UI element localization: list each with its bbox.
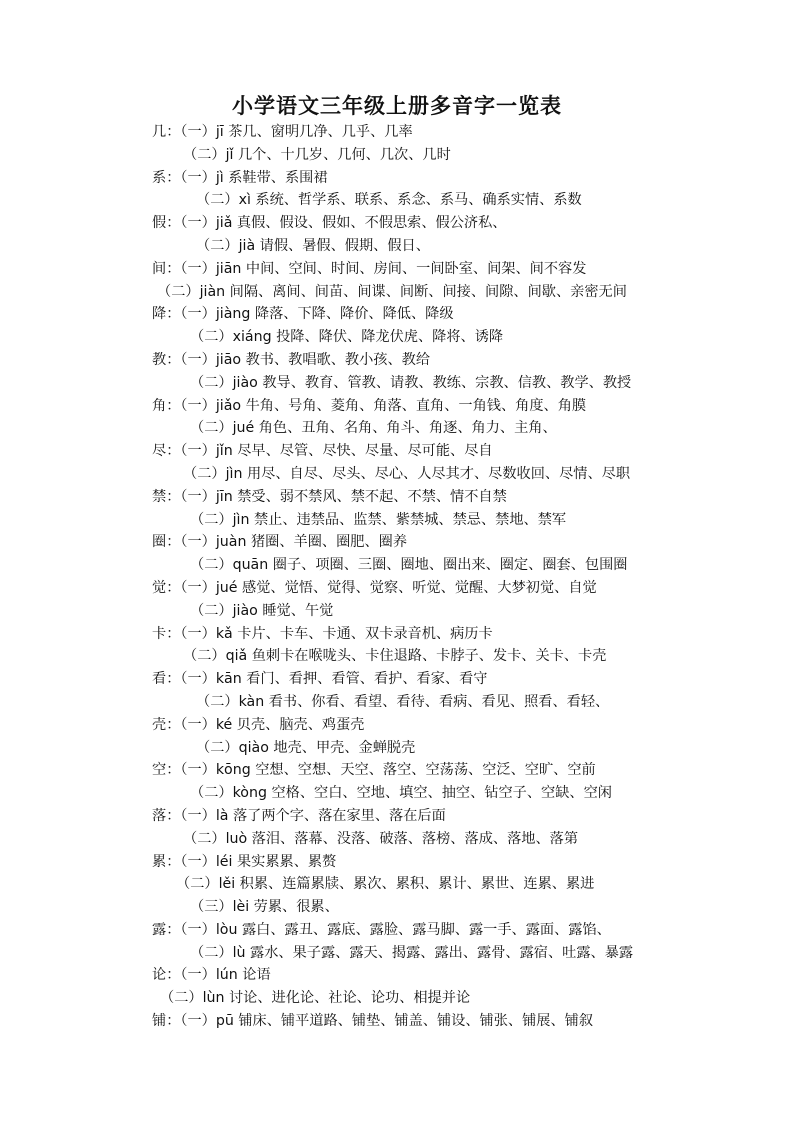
entry-line: （二）jǐ 几个、十几岁、几何、几次、几时 bbox=[183, 146, 451, 163]
entry-line: 尽：（一）jǐn 尽早、尽管、尽快、尽量、尽可能、尽自 bbox=[152, 443, 493, 460]
entry-line: （二）jià 请假、暑假、假期、假日、 bbox=[196, 237, 430, 254]
entry-line: （二）quān 圈子、项圈、三圈、圈地、圈出来、圈定、圈套、包围圈 bbox=[190, 557, 628, 574]
entry-line: 露：（一）lòu 露白、露丑、露底、露脸、露马脚、露一手、露面、露馅、 bbox=[152, 921, 611, 938]
entry-line: （二）luò 落泪、落幕、没落、破落、落榜、落成、落地、落第 bbox=[183, 830, 579, 847]
entry-line: 系：（一）jì 系鞋带、系围裙 bbox=[152, 169, 328, 186]
entry-line: （二）jìn 禁止、违禁品、监禁、紫禁城、禁忌、禁地、禁军 bbox=[190, 511, 567, 528]
entry-line: 壳：（一）ké 贝壳、脑壳、鸡蛋壳 bbox=[152, 716, 365, 733]
entry-line: （二）qiào 地壳、甲壳、金蝉脱壳 bbox=[196, 739, 416, 756]
page-title: 小学语文三年级上册多音字一览表 bbox=[232, 93, 562, 118]
entry-line: 累：（一）léi 果实累累、累赘 bbox=[152, 853, 337, 870]
entry-line: （二）kòng 空格、空白、空地、填空、抽空、钻空子、空缺、空闲 bbox=[190, 785, 612, 802]
entry-line: 圈：（一）juàn 猪圈、羊圈、圈肥、圈养 bbox=[152, 534, 408, 551]
entry-line: （二）lù 露水、果子露、露天、揭露、露出、露骨、露宿、吐露、暴露 bbox=[190, 944, 634, 961]
entry-line: （三）lèi 劳累、很累、 bbox=[190, 899, 339, 916]
entry-line: （二）xì 系统、哲学系、联系、系念、系马、确系实情、系数 bbox=[196, 192, 582, 209]
entry-line: （二）jué 角色、丑角、名角、角斗、角逐、角力、主角、 bbox=[190, 420, 557, 437]
entry-line: 降：（一）jiàng 降落、下降、降价、降低、降级 bbox=[152, 306, 454, 323]
entry-line: 教：（一）jiāo 教书、教唱歌、教小孩、教给 bbox=[152, 351, 431, 368]
polyphone-list bbox=[0, 121, 794, 1033]
entry-line: （二）lùn 讨论、进化论、社论、论功、相提并论 bbox=[160, 990, 471, 1007]
entry-line: 角：（一）jiǎo 牛角、号角、菱角、角落、直角、一角钱、角度、角膜 bbox=[152, 397, 587, 414]
entry-line: （二）jìn 用尽、自尽、尽头、尽心、人尽其才、尽数收回、尽情、尽职 bbox=[183, 465, 631, 482]
entry-line: 空：（一）kōng 空想、空想、天空、落空、空荡荡、空泛、空旷、空前 bbox=[152, 762, 596, 779]
entry-line: 禁：（一）jīn 禁受、弱不禁风、禁不起、不禁、情不自禁 bbox=[152, 488, 507, 505]
entry-line: 间：（一）jiān 中间、空间、时间、房间、一间卧室、间架、间不容发 bbox=[152, 260, 587, 277]
entry-line: （二）jiàn 间隔、离间、间苗、间谍、间断、间接、间隙、间歇、亲密无间 bbox=[157, 283, 627, 300]
entry-line: （二）lěi 积累、连篇累牍、累次、累积、累计、累世、连累、累进 bbox=[176, 876, 595, 893]
entry-line: 落：（一）là 落了两个字、落在家里、落在后面 bbox=[152, 807, 446, 824]
entry-line: 觉：（一）jué 感觉、觉悟、觉得、觉察、听觉、觉醒、大梦初觉、自觉 bbox=[152, 579, 597, 596]
entry-line: 论：（一）lún 论语 bbox=[152, 967, 271, 984]
entry-line: （二）kàn 看书、你看、看望、看待、看病、看见、照看、看轻、 bbox=[196, 693, 610, 710]
entry-line: 铺：（一）pū 铺床、铺平道路、铺垫、铺盖、铺设、铺张、铺展、铺叙 bbox=[152, 1013, 594, 1030]
entry-line: 看：（一）kān 看门、看押、看管、看护、看家、看守 bbox=[152, 671, 488, 688]
entry-line: （二）jiào 睡觉、午觉 bbox=[190, 602, 334, 619]
entry-line: （二）jiào 教导、教育、管教、请教、教练、宗教、信教、教学、教授 bbox=[190, 374, 632, 391]
entry-line: 卡：（一）kǎ 卡片、卡车、卡通、双卡录音机、病历卡 bbox=[152, 625, 493, 642]
entry-line: 假：（一）jiǎ 真假、假设、假如、不假思索、假公济私、 bbox=[152, 215, 507, 232]
entry-line: （二）xiáng 投降、降伏、降龙伏虎、降将、诱降 bbox=[190, 329, 504, 346]
entry-line: （二）qiǎ 鱼刺卡在喉咙头、卡住退路、卡脖子、发卡、关卡、卡壳 bbox=[183, 648, 607, 665]
entry-line: 几：（一）jī 茶几、窗明几净、几乎、几率 bbox=[152, 124, 413, 140]
